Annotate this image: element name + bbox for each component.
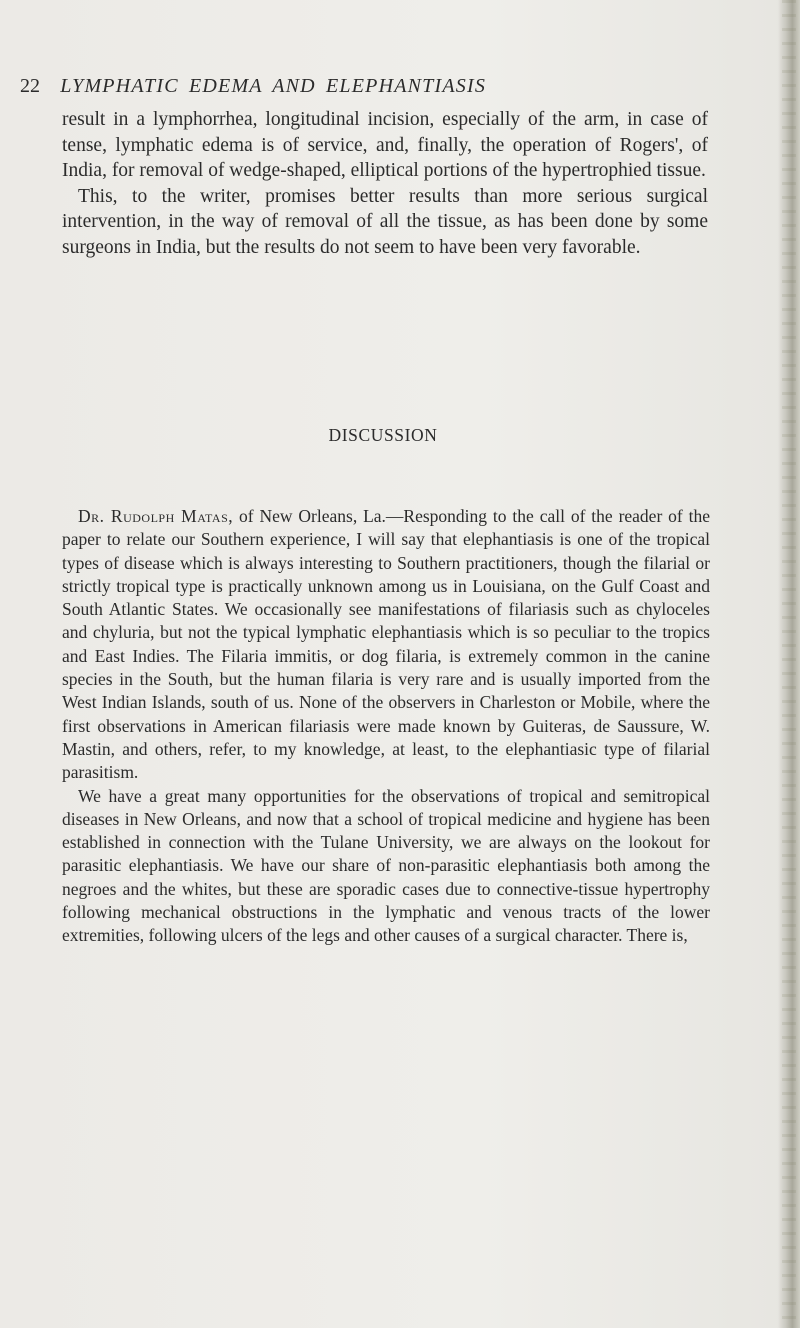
speaker-name: Dr. Rudolph Matas,: [78, 506, 234, 526]
discussion-paragraph-2: We have a great many opportunities for the observations of tropical and semitropical diseases in New Orleans, and now that a school of tropical medicine and hygiene has been established in connection with the Tulane University, we are always on the lookout for parasitic elephantiasis. We have our share of non-parasitic elephantiasis both among the negroes and the whites, but these are sporadic cases due to connective-tissue hypertrophy following mechanical obstructions in the lymphatic and venous tracts of the lower extremities, following ulcers of the legs and other causes of a surgical character. There is,: [62, 785, 710, 946]
running-title: LYMPHATIC EDEMA AND ELEPHANTIASIS: [60, 75, 487, 97]
page-edge-texture: [782, 0, 796, 1328]
page-number: 22: [20, 75, 40, 97]
running-header: [20, 73, 720, 99]
discussion-paragraph-1-text: of New Orleans, La.—Responding to the call of the reader of the paper to relate our Southern experience, I will say that elephantiasis is one of the tropical types of disease which is always interesting to Southern practitioners, though the filarial or strictly tropical type is practically unknown among us in Louisiana, on the Gulf Coast and South Atlantic States. We occasionally see manifestations of filariasis such as chyloceles and chyluria, but not the typical lymphatic elephantiasis which is so peculiar to the tropics and East Indies. The Filaria immitis, or dog filaria, is extremely common in the canine species in the South, but the human filaria is very rare and is usually imported from the West Indian Islands, south of us. None of the observers in Charleston or Mobile, where the first observations in American filariasis were made known by Guiteras, de Saussure, W. Mastin, and others, refer, to my knowledge, at least, to the elephantiasic type of filarial parasitism.: [62, 506, 711, 783]
discussion-heading: DISCUSSION: [328, 425, 438, 445]
discussion-text: [62, 505, 710, 948]
discussion-paragraph-1: [62, 505, 710, 785]
intro-paragraph-1: result in a lymphorrhea, longitudinal incision, especially of the arm, in case of tense, lymphatic edema is of service, and, finally, the operation of Rogers', of India, for removal of wedge-shaped, elliptical portions of the hypertrophied tissue.: [62, 109, 708, 182]
intro-paragraph-2: This, to the writer, promises better results than more serious surgical intervention, in the way of removal of all the tissue, as has been done by some surgeons in India, but the results do not seem to have been very favorable.: [62, 185, 708, 258]
intro-text: [62, 107, 708, 261]
